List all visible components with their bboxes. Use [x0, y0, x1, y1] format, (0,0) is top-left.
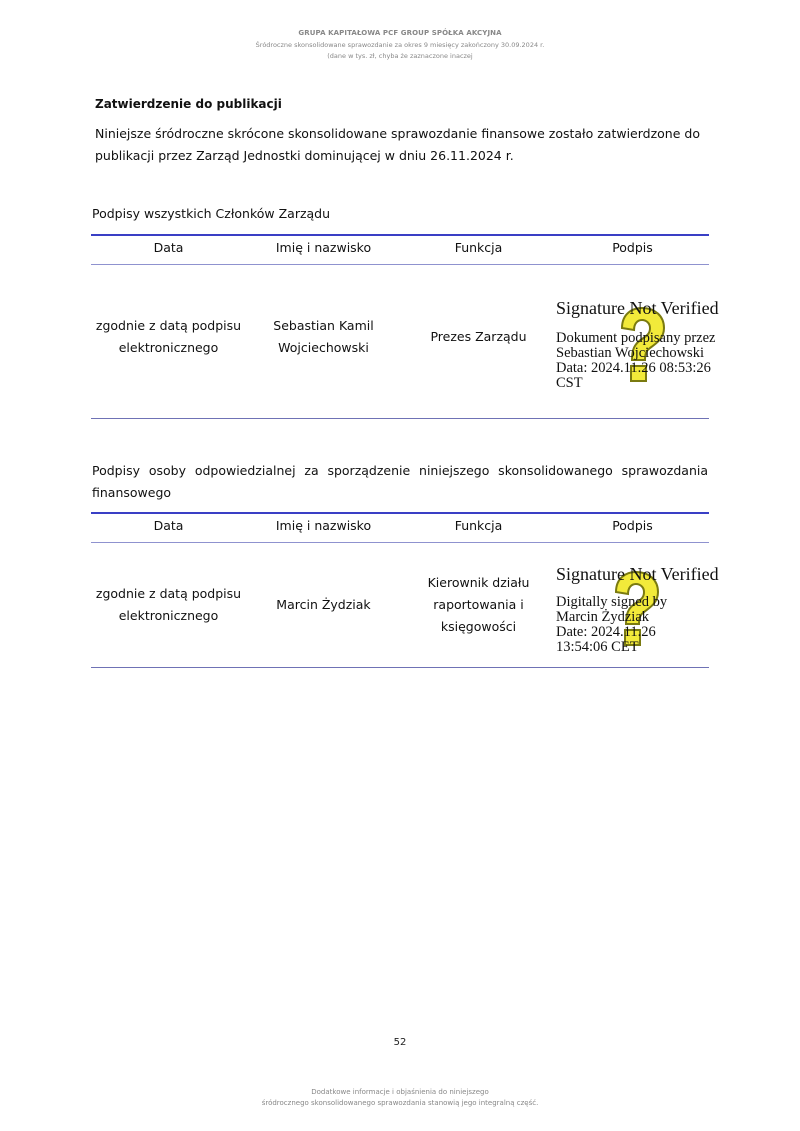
column-header-signature: Podpis [612, 518, 653, 533]
cell-date: zgodnie z datą podpisu elektronicznego [95, 318, 242, 355]
column-header-function: Funkcja [454, 240, 503, 255]
running-header-note: (dane w tys. zł, chyba że zaznaczone inaczej [327, 52, 473, 60]
cell-date: zgodnie z datą podpisu elektronicznego [95, 586, 242, 623]
column-header-name: Imię i nazwisko [275, 240, 372, 255]
running-header-title: GRUPA KAPITAŁOWA PCF GROUP SPÓŁKA AKCYJNA [298, 29, 502, 37]
cell-name: Sebastian Kamil Wojciechowski [273, 318, 374, 355]
signature-details: Digitally signed by Marcin Żydziak Date: 2024.11.26 13:54:06 CET [556, 594, 668, 655]
signature-details: Dokument podpisany przez Sebastian Wojciechowski Data: 2024.11.26 08:53:26 CST [556, 330, 716, 391]
table-header-rule [91, 264, 709, 265]
table-header-rule [91, 542, 709, 543]
signature-status: Signature Not Verified [556, 298, 719, 318]
page-number: 52 [393, 1037, 407, 1048]
signature-stamp [556, 564, 736, 660]
footer-note-line-2: śródrocznego skonsolidowanego sprawozdania stanowią jego integralną część. [261, 1099, 539, 1107]
table-bottom-rule [91, 667, 709, 668]
column-header-date: Data [153, 240, 184, 255]
column-header-function: Funkcja [454, 518, 503, 533]
cell-name: Marcin Żydziak [276, 597, 371, 612]
preparer-table-caption: Podpisy osoby odpowiedzialnej za sporządzenie niniejszego skonsolidowanego sprawozdania finansowego [92, 463, 708, 500]
approval-paragraph: Niniejsze śródroczne skrócone skonsolidowane sprawozdanie finansowe zostało zatwierdzone do publikacji przez Zarząd Jednostki dominującej w dniu 26.11.2024 r. [95, 126, 700, 163]
table-header-row [91, 236, 709, 264]
column-header-name: Imię i nazwisko [275, 518, 372, 533]
board-signatures-table [91, 234, 719, 420]
section-title: Zatwierdzenie do publikacji [95, 97, 282, 111]
column-header-date: Data [153, 518, 184, 533]
board-table-caption: Podpisy wszystkich Członków Zarządu [92, 206, 331, 221]
cell-function: Prezes Zarządu [430, 329, 527, 344]
footer-note-line-1: Dodatkowe informacje i objaśnienia do niniejszego [311, 1088, 489, 1096]
signature-stamp [556, 298, 736, 398]
running-header-subtitle: Śródroczne skonsolidowane sprawozdanie za okres 9 miesięcy zakończony 30.09.2024 r. [255, 41, 545, 49]
table-header-row [91, 514, 709, 542]
signature-status: Signature Not Verified [556, 564, 719, 584]
preparer-signatures-table [91, 512, 719, 670]
table-bottom-rule [91, 418, 709, 419]
column-header-signature: Podpis [612, 240, 653, 255]
cell-function: Kierownik działu raportowania i księgowości [427, 575, 530, 634]
